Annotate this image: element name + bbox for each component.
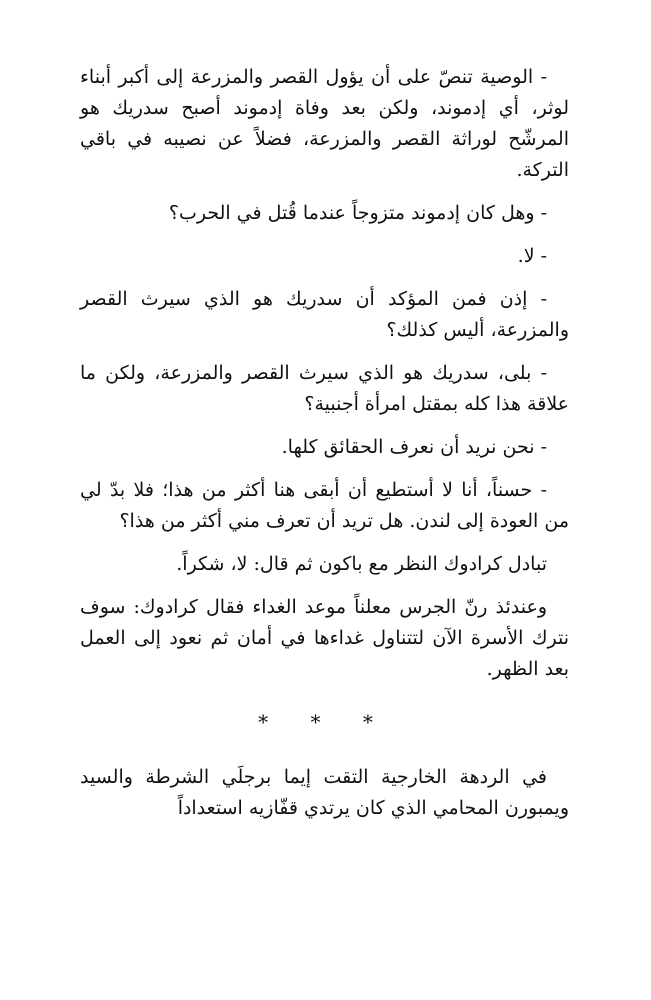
paragraph-outer-hall: في الردهة الخارجية التقت إيما برجلَي الشرطة والسيد ويمبورن المحامي الذي كان يرتدي قفّازيه استعداداً (80, 766, 569, 819)
section-separator: * * * (258, 710, 391, 734)
paragraph-lunch-bell: وعندئذ رنّ الجرس معلناً موعد الغداء فقال كرادوك: سوف نترك الأسرة الآن لتتناول غداءها في أمان ثم نعود إلى العمل بعد الظهر. (80, 596, 569, 680)
book-page (0, 62, 651, 836)
paragraph-craddock-glance: تبادل كرادوك النظر مع باكون ثم قال: لا، شكراً. (176, 553, 547, 575)
paragraph-return-london: - حسناً، أنا لا أستطيع أن أبقى هنا أكثر من هذا؛ فلا بدّ لي من العودة إلى لندن. هل تريد أن تعرف مني أكثر من هذا؟ (80, 479, 569, 532)
paragraph-will-terms: - الوصية تنصّ على أن يؤول القصر والمزرعة إلى أكبر أبناء لوثر، أي إدموند، ولكن بعد وفاة إدموند أصبح سدريك هو المرشّح لوراثة القصر والمزرعة، فضلاً عن نصيبه في باقي التركة. (80, 66, 569, 181)
paragraph-cedric-inherits: - إذن فمن المؤكد أن سدريك هو الذي سيرث القصر والمزرعة، أليس كذلك؟ (80, 288, 569, 341)
paragraph-yes-cedric: - بلى، سدريك هو الذي سيرث القصر والمزرعة، ولكن ما علاقة هذا كله بمقتل امرأة أجنبية؟ (80, 362, 569, 415)
paragraph-question-married: - وهل كان إدموند متزوجاً عندما قُتل في الحرب؟ (168, 202, 547, 224)
paragraph-answer-no: - لا. (517, 245, 547, 267)
paragraph-want-facts: - نحن نريد أن نعرف الحقائق كلها. (281, 436, 547, 458)
